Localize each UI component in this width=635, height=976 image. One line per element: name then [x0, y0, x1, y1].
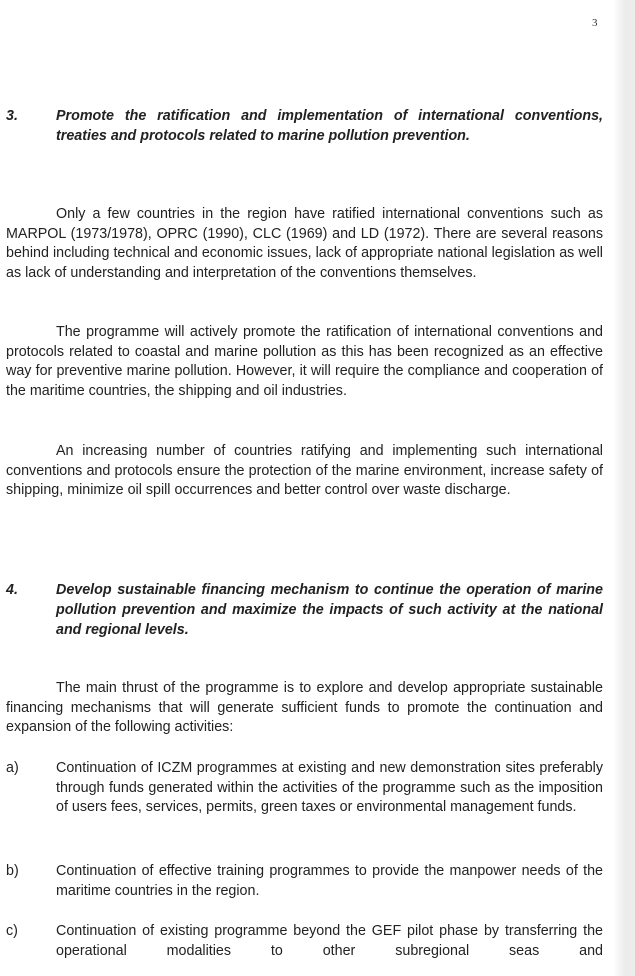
section-3-paragraph-1: Only a few countries in the region have ratified international conventions such as MARPOL (1973/1978), OPRC (1990), CLC (1969) and LD (1972). There are several reasons behind including technical and economic issues, lack of appropriate national legislation as well as lack of understanding and interpretation of the conventions themselves.: [6, 206, 603, 281]
section-4-number: 4.: [6, 582, 18, 598]
section-4-paragraph-1: The main thrust of the programme is to explore and develop appropriate sustainable financing mechanisms that will generate sufficient funds to promote the continuation and expansion of the following activities:: [6, 680, 603, 736]
page-number: 3: [592, 17, 598, 29]
list-item-text: Continuation of existing programme beyond the GEF pilot phase by transferring the operational modalities to other subregional seas and: [56, 923, 603, 959]
section-4-title: Develop sustainable financing mechanism to continue the operation of marine pollution prevention and maximize the impacts of such activity at the national and regional levels.: [56, 582, 603, 638]
list-item-label: c): [6, 923, 18, 939]
list-item-text: Continuation of effective training programmes to provide the manpower needs of the maritime countries in the region.: [56, 863, 603, 899]
list-item-c: [6, 922, 603, 961]
section-3-number: 3.: [6, 108, 18, 124]
list-item-b: [6, 862, 603, 901]
section-3-paragraph-3: An increasing number of countries ratifying and implementing such international conventions and protocols ensure the protection of the marine environment, increase safety of shipping, minimize oil spill occurrences and better control over waste discharge.: [6, 443, 603, 499]
scan-edge-shadow: [613, 0, 635, 976]
section-4-heading: [6, 580, 603, 640]
section-3-paragraph-2: The programme will actively promote the ratification of international conventions and protocols related to coastal and marine pollution as this has been recognized as an effective way for preventive marine pollution. However, it will require the compliance and cooperation of the maritime countries, the shipping and oil industries.: [6, 324, 603, 399]
list-item-text: Continuation of ICZM programmes at existing and new demonstration sites preferably through funds generated within the activities of the programme such as the imposition of users fees, services, permits, green taxes or environmental management funds.: [56, 760, 603, 816]
section-3-heading: [6, 106, 603, 146]
section-3-title: Promote the ratification and implementation of international conventions, treaties and protocols related to marine pollution prevention.: [56, 108, 603, 144]
list-item-a: [6, 759, 603, 818]
list-item-label: b): [6, 863, 19, 879]
list-item-label: a): [6, 760, 19, 776]
